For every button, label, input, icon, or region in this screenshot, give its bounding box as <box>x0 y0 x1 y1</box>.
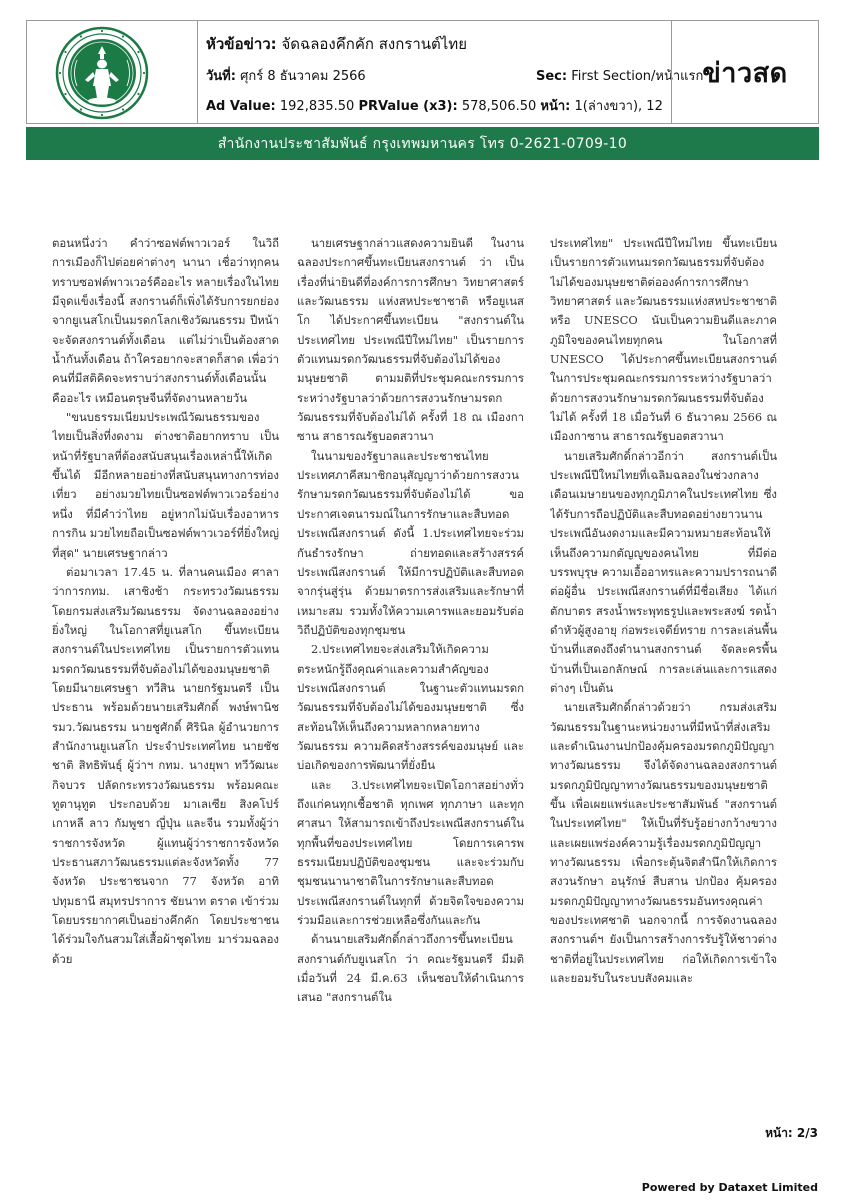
paragraph: ตอนหนึ่งว่า คำว่าซอฟต์พาวเวอร์ ในวิถีการเมืองก็ไปต่อยค่าต่างๆ นานา เชื่อว่าทุกคนทราบซอฟต์พาวเวอร์คืออะไร หลายเรื่องในไทยมีจุดแข็งเรื่องนี้ สงกรานต์ก็เพิ่งได้รับการยกย่องจากยูเนสโกเป็นมรดกโลกเชิงวัฒนธรรม ปีหน้าจะจัดสงกรานต์ทั้งเดือน แต่ไม่ว่าเป็นต้องสาดน้ำกันทั้งเดือน ถ้าใครอยากจะสาดก็สาด เพื่อว่าคนที่มีสติคิดจะทราบว่าสงกรานต์ทั้งเดือนนั้นคืออะไร เหมือนตรุษจีนที่จัดงานหลายวัน <box>52 236 279 405</box>
section-label: Sec: <box>536 69 568 84</box>
article-column-3 <box>550 234 777 1094</box>
publication-name: ข่าวสด <box>702 57 788 89</box>
logo-box <box>26 20 198 124</box>
footer-credit: Powered by Dataxet Limited <box>641 1181 818 1194</box>
date-row <box>206 65 366 86</box>
publication-box <box>671 20 819 124</box>
date-label: วันที่: <box>206 69 236 84</box>
agency-bar: สำนักงานประชาสัมพันธ์ กรุงเทพมหานคร โทร 0-2621-0709-10 <box>26 127 819 160</box>
bangkok-seal-logo-icon <box>55 26 149 120</box>
paragraph: ต่อมาเวลา 17.45 น. ที่ลานคนเมือง ศาลาว่าการกทม. เสาชิงช้า กระทรวงวัฒนธรรม โดยกรมส่งเสริมวัฒนธรรม จัดงานฉลองอย่างยิ่งใหญ่ ในโอกาสที่ยูเนสโก ขึ้นทะเบียน สงกรานต์ในประเทศไทย เป็นรายการตัวแทนมรดกวัฒนธรรมที่จับต้องไม่ได้ของมนุษยชาติ โดยมีนายเศรษฐา ทวีสิน นายกรัฐมนตรี เป็นประธาน พร้อมด้วยนายเสริมศักดิ์ พงษ์พานิช รมว.วัฒนธรรม นายชูศักดิ์ ศิรินิล ผู้อำนวยการสำนักงานยูเนสโก ประจำประเทศไทย นายชัชชาติ สิทธิพันธุ์ ผู้ว่าฯ กทม. นางยุพา ทวีวัฒนะกิจบวร ปลัดกระทรวงวัฒนธรรม พร้อมคณะทูตานุทูต ประกอบด้วย มาเลเซีย สิงคโปร์ เกาหลี ลาว กัมพูชา ญี่ปุ่น และจีน รวมทั้งผู้ว่าราชการจังหวัด ผู้แทนผู้ว่าราชการจังหวัด ประธานสภาวัฒนธรรมแต่ละจังหวัดทั้ง 77 จังหวัด ประชาชนจาก 77 จังหวัด อาทิ ปทุมธานี สมุทรปราการ ชัยนาท ตราด เข้าร่วม โดยบรรยากาศเป็นอย่างคึกคัก โดยประชาชนได้ร่วมใจกันสวมใส่เสื้อผ้าชุดไทย มาร่วมฉลองด้วย <box>52 564 279 966</box>
headline-label: หัวข้อข่าว: <box>206 35 277 53</box>
paragraph: นายเสริมศักดิ์กล่าวอีกว่า สงกรานต์เป็นประเพณีปีใหม่ไทยที่เฉลิมฉลองในช่วงกลางเดือนเมษายนของทุกภูมิภาคในประเทศไทย ซึ่งได้รับการถือปฏิบัติและสืบทอดอย่างยาวนาน ประเพณีอันงดงามและมีความหมายสะท้อนให้เห็นถึงความกตัญญูของคนไทย ที่มีต่อบรรพบุรุษ ความเอื้ออาทรและความปรารถนาดีต่อผู้อื่น ประเพณีสงกรานต์ที่มีชื่อเสียง ได้แก่ ตักบาตร สรงน้ำพระพุทธรูปและพระสงฆ์ รดน้ำดำหัวผู้สูงอายุ ก่อพระเจดีย์ทราย การละเล่นพื้นบ้านที่แสดงถึงตำนานสงกรานต์ จัดละครพื้นบ้านที่เป็นเอกลักษณ์ การละเล่นและการแสดงต่างๆ เป็นต้น <box>550 448 777 695</box>
headline-row <box>206 32 467 56</box>
paragraph: ด้านนายเสริมศักดิ์กล่าวถึงการขึ้นทะเบียนสงกรานต์กับยูเนสโก ว่า คณะรัฐมนตรี มีมติเมื่อวันที่ 24 มี.ค.63 เห็นชอบให้ดำเนินการเสนอ "สงกรานต์ใน <box>297 932 524 1005</box>
paragraph: ประเทศไทย" ประเพณีปีใหม่ไทย ขึ้นทะเบียนเป็นรายการตัวแทนมรดกวัฒนธรรมที่จับต้องไม่ได้ของมนุษยชาติต่อองค์การการศึกษา วิทยาศาสตร์ และวัฒนธรรมแห่งสหประชาชาติ หรือ UNESCO นับเป็นความยินดีและภาคภูมิใจของคนไทยทุกคน ในโอกาสที่ UNESCO ได้ประกาศขึ้นทะเบียนสงกรานต์ ในการประชุมคณะกรรมการระหว่างรัฐบาลว่าด้วยการสงวนรักษามรดกวัฒนธรรมที่จับต้องไม่ได้ ครั้งที่ 18 เมื่อวันที่ 6 ธันวาคม 2566 ณ เมืองกาซาน สาธารณรัฐบอตสวานา <box>550 236 777 444</box>
paragraph: นายเสริมศักดิ์กล่าวด้วยว่า กรมส่งเสริมวัฒนธรรมในฐานะหน่วยงานที่มีหน้าที่ส่งเสริมและดำเนินงานปกป้องคุ้มครองมรดกภูมิปัญญาทางวัฒนธรรม จึงได้จัดงานฉลองสงกรานต์มรดกภูมิปัญญาทางวัฒนธรรมของมนุษยชาติขึ้น เพื่อเผยแพร่และประชาสัมพันธ์ "สงกรานต์ในประเทศไทย" ให้เป็นที่รับรู้อย่างกว้างขวาง และเผยแพร่องค์ความรู้เรื่องมรดกภูมิปัญญาทางวัฒนธรรม เพื่อกระตุ้นจิตสำนึกให้เกิดการสงวนรักษา อนุรักษ์ สืบสาน ปกป้อง คุ้มครองมรดกภูมิปัญญาทางวัฒนธรรมอันทรงคุณค่าของประเทศชาติ นอกจากนี้ การจัดงานฉลองสงกรานต์ฯ ยังเป็นการสร้างการรับรู้ให้ชาวต่างชาติที่อยู่ในประเทศไทย ก่อให้เกิดการเข้าใจและยอมรับในระบบสังคมและ <box>550 700 777 986</box>
section-value: First Section/หน้าแรก <box>571 69 704 84</box>
pr-value: 578,506.50 <box>461 99 537 114</box>
clipping-info <box>198 20 704 124</box>
pr-value-label: PRValue (x3): <box>358 99 458 114</box>
page-label: หน้า: <box>540 99 571 114</box>
headline: จัดฉลองคึกคัก สงกรานต์ไทย <box>281 35 467 53</box>
paragraph: และ 3.ประเทศไทยจะเปิดโอกาสอย่างทั่วถึงแก่คนทุกเชื้อชาติ ทุกเพศ ทุกภาษา และทุกศาสนา ให้สามารถเข้าถึงประเพณีสงกรานต์ในทุกพื้นที่ของประเทศไทย โดยการเคารพธรรมเนียมปฏิบัติของชุมชน และจะร่วมกับชุมชนนานาชาติในการรักษาและสืบทอดประเพณีสงกรานต์ในทุกที่ ด้วยจิตใจของความร่วมมือและการช่วยเหลือซึ่งกันและกัน <box>297 777 524 928</box>
date-value: ศุกร์ 8 ธันวาคม 2566 <box>240 69 366 84</box>
ad-value-label: Ad Value: <box>206 99 276 114</box>
article-column-2 <box>297 234 524 1094</box>
value-row <box>206 95 663 116</box>
clipping-header <box>26 20 819 162</box>
page-number: หน้า: 2/3 <box>765 1126 818 1140</box>
paragraph: นายเศรษฐากล่าวแสดงความยินดี ในงานฉลองประกาศขึ้นทะเบียนสงกรานต์ ว่า เป็นเรื่องที่น่ายินดีที่องค์การการศึกษา วิทยาศาสตร์ และวัฒนธรรม แห่งสหประชาชาติ หรือยูเนสโก ได้ประกาศขึ้นทะเบียน "สงกรานต์ในประเทศไทย ประเพณีปีใหม่ไทย" เป็นรายการตัวแทนมรดกวัฒนธรรมที่จับต้องไม่ได้ของมนุษยชาติ ตามมติที่ประชุมคณะกรรมการระหว่างรัฐบาลว่าด้วยการสงวนรักษามรดกวัฒนธรรมที่จับต้องไม่ได้ ครั้งที่ 18 ณ เมืองกาซาน สาธารณรัฐบอตสวานา <box>297 236 524 444</box>
paragraph: "ขนบธรรมเนียมประเพณีวัฒนธรรมของไทยเป็นสิ่งที่งดงาม ต่างชาติอยากทราบ เป็นหน้าที่รัฐบาลที่ต้องสนับสนุนเรื่องเหล่านี้ให้เกิดขึ้นได้ มีอีกหลายอย่างที่สนับสนุนทางการท่องเที่ยว อย่างมวยไทยเป็นซอฟต์พาวเวอร์อย่างหนึ่ง ที่มีคำว่าไทย อยู่หากไม่นับเรื่องอาหารการกิน มวยไทยถือเป็นซอฟต์พาวเวอร์ที่ยิ่งใหญ่ที่สุด" นายเศรษฐากล่าว <box>52 410 279 560</box>
article-column-1 <box>52 234 279 1094</box>
paragraph: 2.ประเทศไทยจะส่งเสริมให้เกิดความตระหนักรู้ถึงคุณค่าและความสำคัญของประเพณีสงกรานต์ ในฐานะตัวแทนมรดกวัฒนธรรมที่จับต้องไม่ได้ของมนุษยชาติ ซึ่งสะท้อนให้เห็นถึงความหลากหลายทางวัฒนธรรม ความคิดสร้างสรรค์ของมนุษย์ และบ่อเกิดของการพัฒนาที่ยั่งยืน <box>297 642 524 773</box>
page-value: 1(ล่างขวา), 12 <box>574 99 663 114</box>
article-body <box>52 234 777 1094</box>
ad-value: 192,835.50 <box>279 99 355 114</box>
paragraph: ในนามของรัฐบาลและประชาชนไทย ประเทศภาคีสมาชิกอนุสัญญาว่าด้วยการสงวนรักษามรดกวัฒนธรรมที่จับต้องไม่ได้ ขอประกาศเจตนารมณ์ในการรักษาและสืบทอดประเพณีสงกรานต์ ดังนี้ 1.ประเทศไทยจะร่วมกันธำรงรักษา ถ่ายทอดและสร้างสรรค์ ประเพณีสงกรานต์ ให้มีการปฏิบัติและสืบทอดจากรุ่นสู่รุ่น ด้วยมาตรการส่งเสริมและรักษาที่เหมาะสม รวมทั้งให้ความเคารพและยอมรับต่อวิถีปฏิบัติของทุกชุมชน <box>297 448 524 637</box>
